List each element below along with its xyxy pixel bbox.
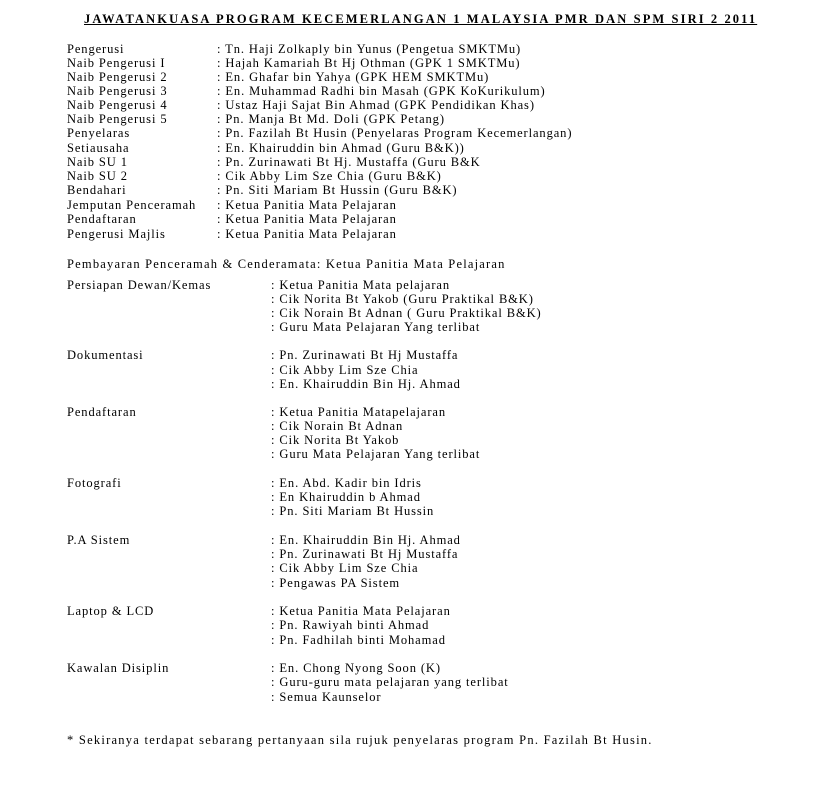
section-line: : Cik Abby Lim Sze Chia	[271, 363, 419, 377]
committee-label: Naib Pengerusi 3	[67, 84, 168, 98]
section-line: : Cik Norain Bt Adnan ( Guru Praktikal B&K)	[271, 306, 542, 320]
section-line: : En. Khairuddin Bin Hj. Ahmad	[271, 533, 461, 547]
section-line: : Pn. Siti Mariam Bt Hussin	[271, 504, 435, 518]
section-line: : Ketua Panitia Mata Pelajaran	[271, 604, 451, 618]
section-line: : En Khairuddin b Ahmad	[271, 490, 421, 504]
committee-value: : En. Muhammad Radhi bin Masah (GPK KoKurikulum)	[217, 84, 546, 98]
section-line: : En. Abd. Kadir bin Idris	[271, 476, 422, 490]
payment-line: Pembayaran Penceramah & Cenderamata: Ketua Panitia Mata Pelajaran	[67, 257, 506, 271]
section-line: : Pn. Zurinawati Bt Hj Mustaffa	[271, 547, 459, 561]
committee-value: : Pn. Manja Bt Md. Doli (GPK Petang)	[217, 112, 445, 126]
section-line: : En. Khairuddin Bin Hj. Ahmad	[271, 377, 461, 391]
footnote: * Sekiranya terdapat sebarang pertanyaan sila rujuk penyelaras program Pn. Fazilah Bt Husin.	[67, 733, 653, 747]
committee-value: : Cik Abby Lim Sze Chia (Guru B&K)	[217, 169, 442, 183]
committee-label: Naib Pengerusi 4	[67, 98, 168, 112]
section-label: Pendaftaran	[67, 405, 137, 419]
section-line: : Semua Kaunselor	[271, 690, 382, 704]
committee-value: : Pn. Siti Mariam Bt Hussin (Guru B&K)	[217, 183, 458, 197]
section-line: : Cik Norita Bt Yakob	[271, 433, 400, 447]
committee-label: Naib Pengerusi 2	[67, 70, 168, 84]
committee-label: Penyelaras	[67, 126, 131, 140]
section-line: : Pengawas PA Sistem	[271, 576, 401, 590]
committee-value: : Pn. Zurinawati Bt Hj. Mustaffa (Guru B&K	[217, 155, 481, 169]
committee-label: Pengerusi	[67, 42, 125, 56]
committee-value: : Ketua Panitia Mata Pelajaran	[217, 198, 397, 212]
committee-label: Naib Pengerusi 5	[67, 112, 168, 126]
section-label: Kawalan Disiplin	[67, 661, 170, 675]
committee-label: Pendaftaran	[67, 212, 137, 226]
section-label: Persiapan Dewan/Kemas	[67, 278, 212, 292]
committee-value: : Pn. Fazilah Bt Husin (Penyelaras Program Kecemerlangan)	[217, 126, 573, 140]
committee-label: Setiausaha	[67, 141, 130, 155]
section-label: Dokumentasi	[67, 348, 144, 362]
section-line: : Ketua Panitia Matapelajaran	[271, 405, 446, 419]
section-line: : Pn. Zurinawati Bt Hj Mustaffa	[271, 348, 459, 362]
document-title: JAWATANKUASA PROGRAM KECEMERLANGAN 1 MALAYSIA PMR DAN SPM SIRI 2 2011	[84, 12, 758, 26]
section-line: : Guru Mata Pelajaran Yang terlibat	[271, 320, 481, 334]
committee-value: : Ustaz Haji Sajat Bin Ahmad (GPK Pendidikan Khas)	[217, 98, 535, 112]
section-label: P.A Sistem	[67, 533, 131, 547]
committee-value: : En. Khairuddin bin Ahmad (Guru B&K))	[217, 141, 465, 155]
committee-value: : Ketua Panitia Mata Pelajaran	[217, 212, 397, 226]
section-line: : Guru Mata Pelajaran Yang terlibat	[271, 447, 481, 461]
committee-label: Bendahari	[67, 183, 127, 197]
section-label: Fotografi	[67, 476, 122, 490]
committee-value: : Ketua Panitia Mata Pelajaran	[217, 227, 397, 241]
section-line: : Pn. Fadhilah binti Mohamad	[271, 633, 446, 647]
section-line: : En. Chong Nyong Soon (K)	[271, 661, 441, 675]
section-line: : Pn. Rawiyah binti Ahmad	[271, 618, 430, 632]
committee-value: : En. Ghafar bin Yahya (GPK HEM SMKTMu)	[217, 70, 490, 84]
committee-value: : Hajah Kamariah Bt Hj Othman (GPK 1 SMKTMu)	[217, 56, 521, 70]
section-line: : Cik Abby Lim Sze Chia	[271, 561, 419, 575]
committee-label: Naib Pengerusi I	[67, 56, 166, 70]
committee-label: Naib SU 2	[67, 169, 128, 183]
section-line: : Cik Norain Bt Adnan	[271, 419, 404, 433]
section-line: : Ketua Panitia Mata pelajaran	[271, 278, 451, 292]
committee-label: Pengerusi Majlis	[67, 227, 166, 241]
section-line: : Guru-guru mata pelajaran yang terlibat	[271, 675, 509, 689]
section-label: Laptop & LCD	[67, 604, 155, 618]
committee-value: : Tn. Haji Zolkaply bin Yunus (Pengetua SMKTMu)	[217, 42, 522, 56]
committee-label: Jemputan Penceramah	[67, 198, 197, 212]
section-line: : Cik Norita Bt Yakob (Guru Praktikal B&K)	[271, 292, 534, 306]
committee-label: Naib SU 1	[67, 155, 128, 169]
